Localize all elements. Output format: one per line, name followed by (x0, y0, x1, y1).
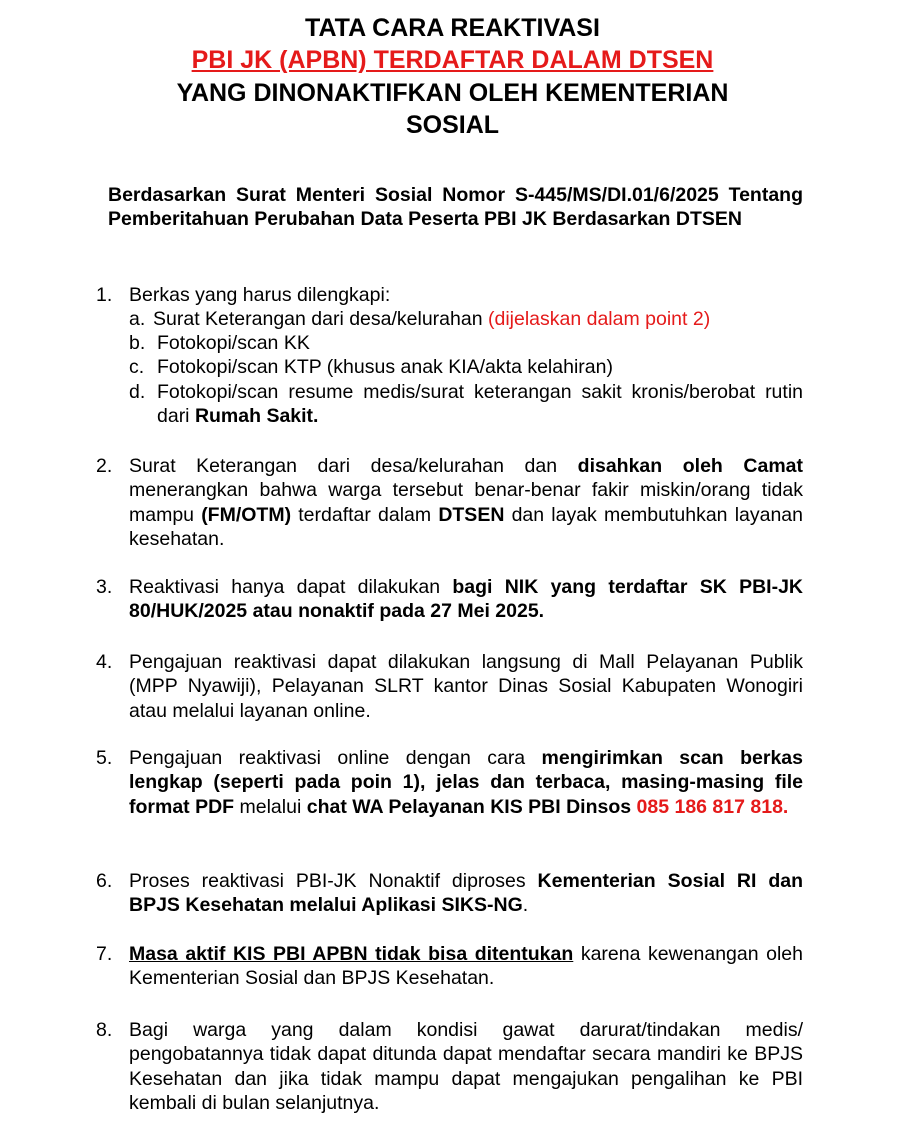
title-line-3: YANG DINONAKTIFKAN OLEH KEMENTERIAN (176, 79, 729, 107)
item-text: Bagi warga yang dalam kondisi gawat darurat/tindakan medis/ pengobatannya tidak dapat ditunda dapat mendaftar secara mandiri ke BPJS Kesehatan dan jika tidak mampu dapat mengajukan pengalihan ke PBI kembali di bulan selanjutnya. (129, 1019, 803, 1115)
sub-item-letter: a. (129, 308, 146, 330)
intro-paragraph: Berdasarkan Surat Menteri Sosial Nomor S-445/MS/DI.01/6/2025 Tentang Pemberitahuan Perubahan Data Peserta PBI JK Berdasarkan DTSEN (108, 184, 803, 230)
item-number: 1. (96, 284, 113, 306)
item-text: Pengajuan reaktivasi dapat dilakukan langsung di Mall Pelayanan Publik (MPP Nyawiji), Pelayanan SLRT kantor Dinas Sosial Kabupaten Wonogiri atau melalui layanan online. (129, 651, 803, 722)
item-number: 3. (96, 576, 113, 598)
sub-item-a (129, 307, 803, 331)
item-number: 7. (96, 943, 113, 965)
list-item-6 (96, 869, 803, 918)
sub-item-letter: d. (129, 381, 146, 403)
item-text: Surat Keterangan dari desa/kelurahan dan disahkan oleh Camat menerangkan bahwa warga tersebut benar-benar fakir miskin/orang tidak mampu (FM/OTM) terdaftar dalam DTSEN dan layak membutuhkan layanan kesehatan. (129, 455, 803, 551)
sub-item-b (129, 331, 803, 355)
bold-text: Rumah Sakit. (194, 405, 319, 428)
list-item-7 (96, 942, 803, 991)
title-line-4: SOSIAL (405, 111, 500, 139)
sub-item-letter: b. (129, 332, 146, 354)
item-number: 8. (96, 1019, 113, 1041)
item-text: Masa aktif KIS PBI APBN tidak bisa ditentukan karena kewenangan oleh Kementerian Sosial dan BPJS Kesehatan. (129, 943, 803, 990)
list-item-3 (96, 575, 803, 624)
sub-item-body: Fotokopi/scan resume medis/surat keterangan sakit kronis/berobat rutin dari Rumah Sakit. (157, 381, 803, 428)
phone-number: 085 186 817 818. (636, 795, 789, 818)
title-line-2 (0, 45, 905, 76)
title-highlight: PBI JK (APBN) TERDAFTAR DALAM DTSEN (191, 46, 714, 74)
sub-item-body: Surat Keterangan dari desa/kelurahan (dijelaskan dalam point 2) (153, 308, 711, 330)
item-text: Pengajuan reaktivasi online dengan cara mengirimkan scan berkas lengkap (seperti pada poin 1), jelas dan terbaca, masing-masing file format PDF melalui chat WA Pelayanan KIS PBI Dinsos 085 186 817 818. (129, 747, 803, 818)
item-number: 4. (96, 651, 113, 673)
sub-item-body: Fotokopi/scan KTP (khusus anak KIA/akta kelahiran) (157, 356, 613, 378)
note-red: (dijelaskan dalam point 2) (487, 308, 711, 330)
item-text: Reaktivasi hanya dapat dilakukan bagi NIK yang terdaftar SK PBI-JK 80/HUK/2025 atau nonaktif pada 27 Mei 2025. (129, 576, 804, 623)
list-item-5 (96, 746, 803, 819)
list-item-1 (96, 283, 803, 307)
sub-item-letter: c. (129, 356, 145, 378)
item-number: 2. (96, 455, 113, 477)
item-number: 5. (96, 747, 113, 769)
underlined-text: Masa aktif KIS PBI APBN tidak bisa ditentukan (129, 943, 574, 965)
title-line-1: TATA CARA REAKTIVASI (305, 14, 600, 42)
list-item-4 (96, 650, 803, 723)
item-text: Proses reaktivasi PBI-JK Nonaktif diproses Kementerian Sosial RI dan BPJS Kesehatan melalui Aplikasi SIKS-NG. (129, 870, 803, 917)
sub-item-body: Fotokopi/scan KK (157, 332, 310, 354)
list-item-8 (96, 1018, 803, 1116)
list-item-2 (96, 454, 803, 552)
item-text: Berkas yang harus dilengkapi: (129, 284, 391, 306)
item-number: 6. (96, 870, 113, 892)
sub-item-c (129, 355, 803, 379)
sub-item-d (129, 380, 803, 429)
